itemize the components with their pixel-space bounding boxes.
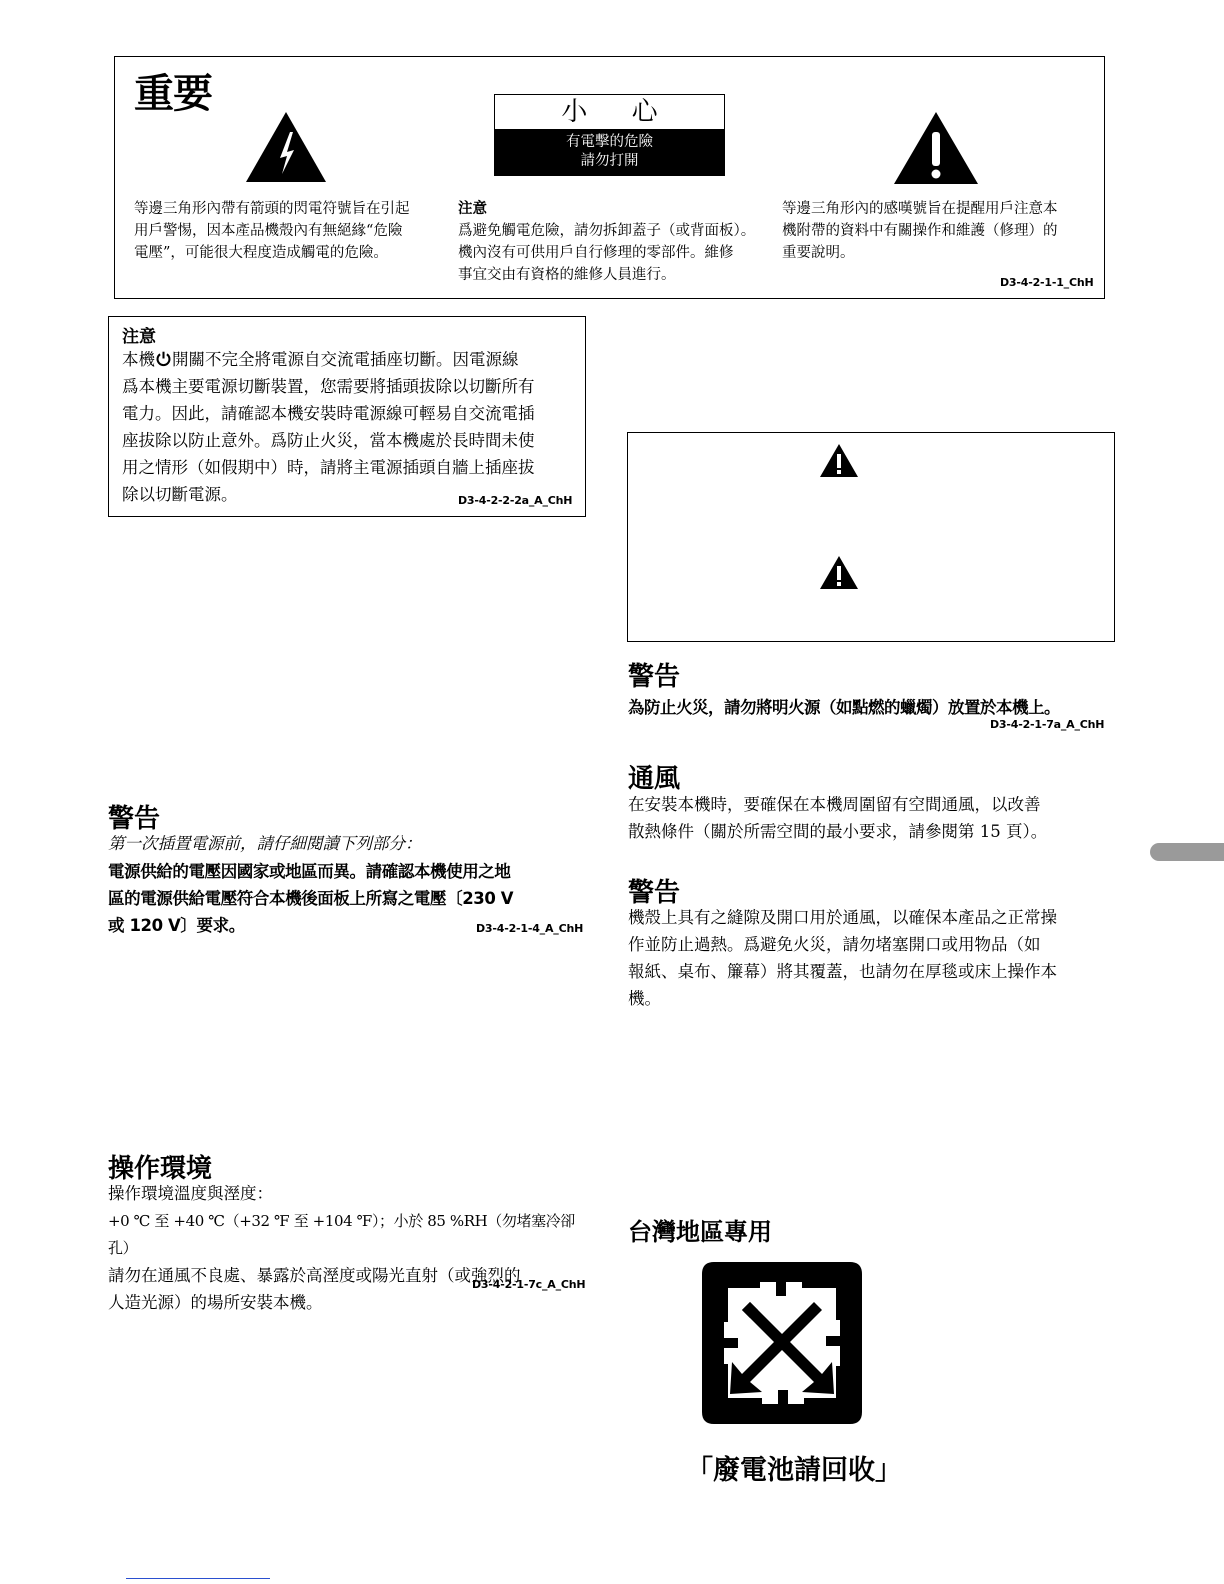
text-line: 散熱條件（關於所需空間的最小要求，請參閱第 15 頁）。 bbox=[628, 822, 1048, 841]
warning-triangle-icon bbox=[820, 556, 858, 589]
power-warning-subtitle: 第一次插置電源前，請仔細閱讀下列部分： bbox=[108, 834, 422, 853]
text-line: 除以切斷電源。 bbox=[122, 485, 238, 504]
note-title: 注意 bbox=[122, 327, 156, 347]
text-line: 機殼上具有之縫隙及開口用於通風，以確保本產品之正常操 bbox=[628, 908, 1057, 927]
text-line: 等邊三角形內的感嘆號旨在提醒用戶注意本 bbox=[782, 201, 1058, 217]
text-line: 事宜交由有資格的維修人員進行。 bbox=[458, 267, 676, 283]
ventilation-text bbox=[628, 791, 1108, 845]
text-line: 重要說明。 bbox=[782, 245, 855, 261]
text-line: 機附帶的資料中有關操作和維護（修理）的 bbox=[782, 223, 1058, 239]
page-tab-marker bbox=[1150, 843, 1224, 861]
text-line: 機。 bbox=[628, 989, 661, 1008]
important-title: 重要 bbox=[134, 71, 212, 117]
text-line: 機內沒有可供用戶自行修理的零部件。維修 bbox=[458, 245, 734, 261]
text-line: 電壓”，可能很大程度造成觸電的危險。 bbox=[134, 245, 388, 261]
caution-subtitle: 注意 bbox=[458, 201, 487, 217]
environment-text bbox=[108, 1208, 588, 1316]
taiwan-title: 台灣地區專用 bbox=[628, 1218, 772, 1246]
text-line: 區的電源供給電壓符合本機後面板上所寫之電壓〔230 V bbox=[108, 889, 514, 908]
doc-code: D3-4-2-2-2a_A_ChH bbox=[458, 494, 573, 507]
text-line: 電源供給的電壓因國家或地區而異。請確認本機使用之地 bbox=[108, 862, 511, 881]
doc-code: D3-4-2-1-7c_A_ChH bbox=[472, 1278, 586, 1291]
battery-recycling-icon bbox=[702, 1262, 862, 1424]
text-span: 開關不完全將電源自交流電插座切斷。因電源線 bbox=[172, 350, 519, 369]
caution-label-title: 小 心 bbox=[561, 97, 676, 127]
environment-subtitle: 操作環境溫度與溼度： bbox=[108, 1184, 273, 1203]
exclamation-explanation bbox=[782, 198, 1094, 264]
footer-rule bbox=[126, 1578, 270, 1579]
fire-warning-text: 為防止火災，請勿將明火源（如點燃的蠟燭）放置於本機上。 bbox=[628, 698, 1060, 717]
note-text bbox=[122, 346, 582, 508]
cabinet-warning-title: 警告 bbox=[628, 878, 681, 908]
text-line: 電力。因此，請確認本機安裝時電源線可輕易自交流電插 bbox=[122, 404, 535, 423]
lightning-explanation bbox=[134, 198, 446, 264]
doc-code: D3-4-2-1-7a_A_ChH bbox=[990, 718, 1105, 731]
caution-explanation bbox=[458, 198, 768, 286]
text-line: 作並防止過熱。爲避免火災，請勿堵塞開口或用物品（如 bbox=[628, 935, 1041, 954]
power-icon bbox=[155, 350, 172, 367]
warning-triangle-icon bbox=[820, 444, 858, 477]
text-line: 用戶警惕，因本產品機殼內有無絕緣“危險 bbox=[134, 223, 403, 239]
text-line bbox=[122, 346, 582, 373]
power-warning-title: 警告 bbox=[108, 804, 161, 834]
text-line: 請勿在通風不良處、暴露於高溼度或陽光直射（或強烈的 bbox=[108, 1266, 521, 1285]
caution-label-line: 有電擊的危險 bbox=[566, 134, 653, 150]
text-line: 報紙、桌布、簾幕）將其覆蓋，也請勿在厚毯或床上操作本 bbox=[628, 962, 1057, 981]
caution-label-line: 請勿打開 bbox=[580, 153, 639, 169]
text-span: 本機 bbox=[122, 350, 155, 369]
text-line: 人造光源）的場所安裝本機。 bbox=[108, 1293, 323, 1312]
caution-label bbox=[494, 94, 725, 176]
ventilation-title: 通風 bbox=[628, 764, 681, 794]
fire-warning-title: 警告 bbox=[628, 662, 681, 692]
text-line: 在安裝本機時，要確保在本機周圍留有空間通風，以改善 bbox=[628, 795, 1041, 814]
text-line: 等邊三角形內帶有箭頭的閃電符號旨在引起 bbox=[134, 201, 410, 217]
text-line: 或 120 V〕要求。 bbox=[108, 916, 245, 935]
doc-code: D3-4-2-1-4_A_ChH bbox=[476, 922, 584, 935]
text-line: 爲避免觸電危險，請勿拆卸蓋子（或背面板）。 bbox=[458, 223, 756, 239]
environment-title: 操作環境 bbox=[108, 1154, 213, 1184]
text-line: +0 ℃ 至 +40 ℃（+32 ℉ 至 +104 ℉）；小於 85 %RH（勿堵塞冷卻孔） bbox=[108, 1212, 575, 1257]
warning-box bbox=[627, 432, 1115, 642]
text-line: 爲本機主要電源切斷裝置，您需要將插頭拔除以切斷所有 bbox=[122, 377, 535, 396]
lightning-triangle-icon bbox=[246, 112, 326, 182]
doc-code: D3-4-2-1-1_ChH bbox=[1000, 276, 1094, 289]
caution-label-text bbox=[495, 129, 724, 175]
exclamation-triangle-icon bbox=[894, 112, 978, 184]
cabinet-warning-text bbox=[628, 904, 1118, 1012]
recycling-caption: 「廢電池請回收」 bbox=[686, 1455, 902, 1486]
text-line: 座拔除以防止意外。爲防止火災，當本機處於長時間未使 bbox=[122, 431, 535, 450]
text-line: 用之情形（如假期中）時，請將主電源插頭自牆上插座拔 bbox=[122, 458, 535, 477]
